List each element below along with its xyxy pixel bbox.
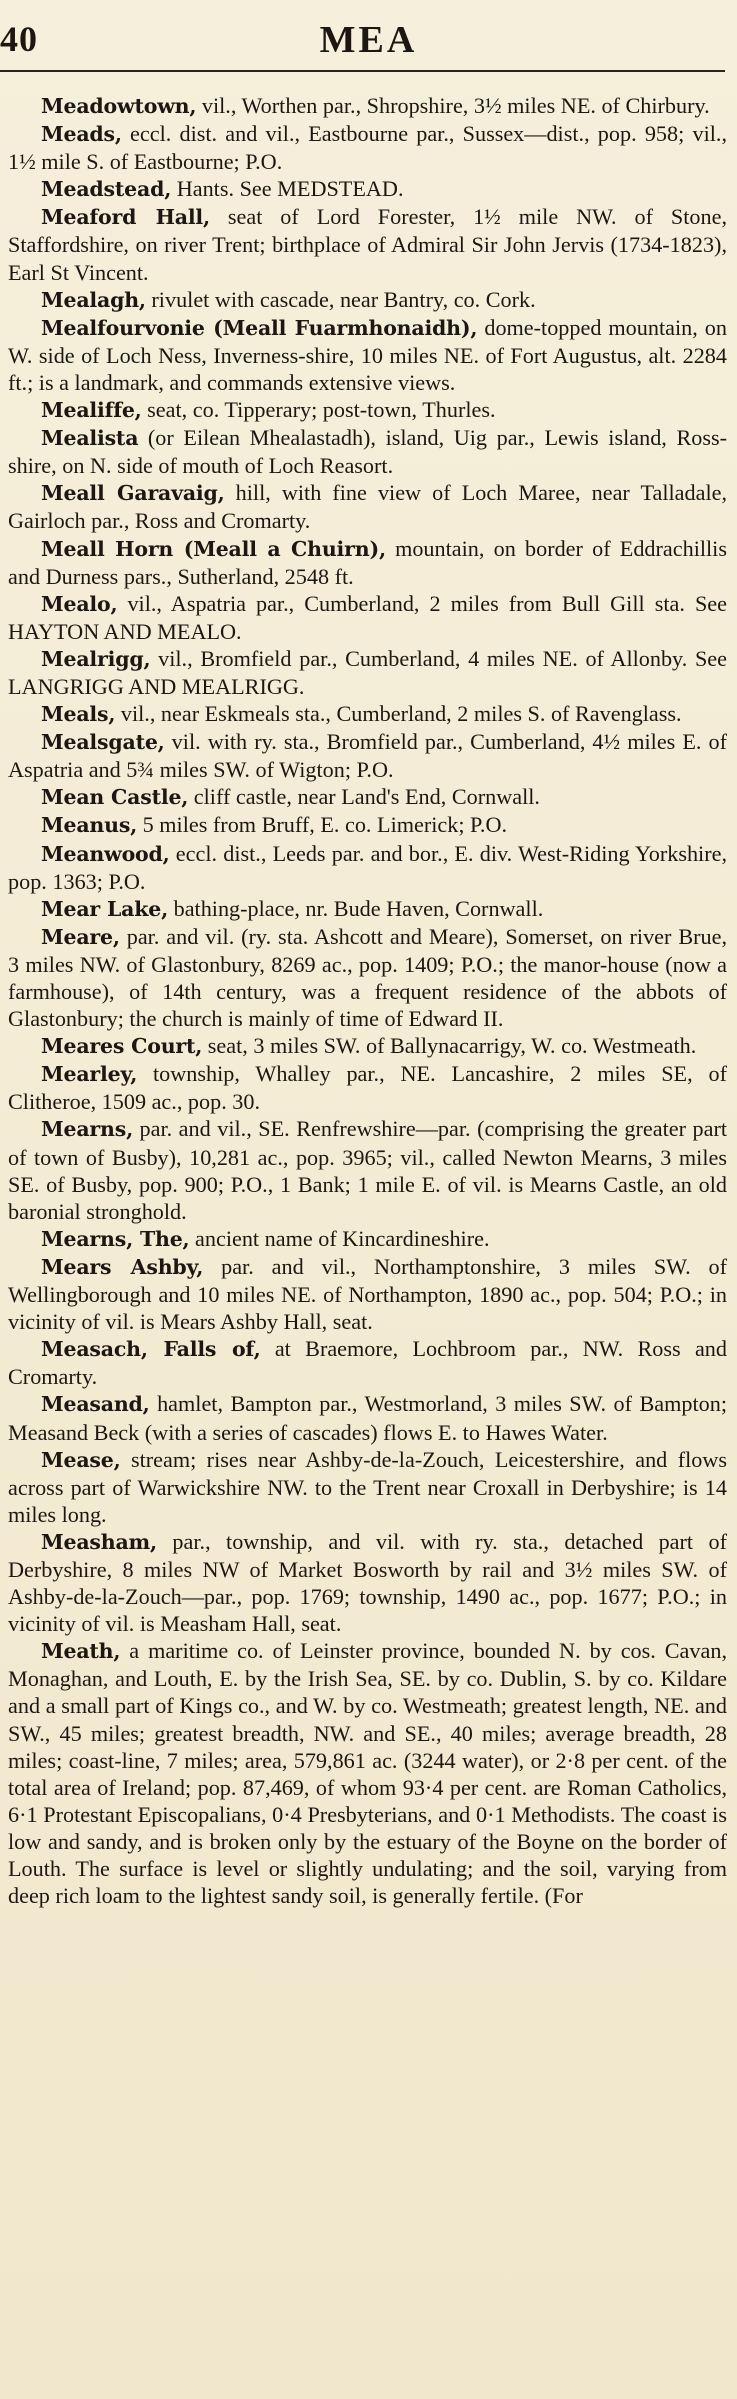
gazetteer-entry: [8, 1115, 727, 1224]
header-rule: [0, 70, 725, 72]
entry-headword: Meanwood,: [41, 841, 170, 866]
entry-headword: Mears Ashby,: [41, 1254, 204, 1279]
entry-headword: Mear Lake,: [41, 896, 169, 921]
entry-text: seat, 3 miles SW. of Ballynacarrigy, W. co. Westmeath.: [202, 1033, 697, 1059]
gazetteer-entry: [8, 645, 727, 700]
page-number: 40: [0, 19, 38, 59]
entry-text: Hants. See MEDSTEAD.: [171, 176, 404, 202]
entry-headword: Mealsgate,: [41, 730, 165, 755]
gazetteer-entry: [8, 783, 727, 811]
entry-text: seat of Lord Forester, 1½ mile NW. of Stone, Staffordshire, on river Trent; birthplace of Admiral Sir John Jervis (1734-1823), Earl St Vincent.: [8, 204, 727, 285]
entry-headword: Meall Garavaig,: [41, 481, 225, 506]
entry-headword: Measand,: [41, 1392, 150, 1417]
entry-headword: Meads,: [41, 122, 122, 147]
entry-headword: Meadstead,: [41, 177, 172, 202]
gazetteer-entry: [8, 840, 727, 895]
gazetteer-entry: [8, 895, 727, 923]
entry-text: 5 miles from Bruff, E. co. Limerick; P.O.: [137, 812, 508, 838]
gazetteer-entry: [8, 424, 727, 479]
gazetteer-entry: [8, 1446, 727, 1528]
entry-text: dome-topped mountain, on W. side of Loch Ness, Inverness-shire, 10 miles NE. of Fort Augustus, alt. 2284 ft.; is a landmark, and commands extensive views.: [8, 314, 727, 395]
gazetteer-entry: [8, 700, 727, 728]
entry-headword: Mearns,: [41, 1117, 134, 1142]
running-head: MEA: [319, 19, 418, 61]
entry-text: (or Eilean Mhealastadh), island, Uig par., Lewis island, Ross-shire, on N. side of mouth of Loch Reasort.: [8, 425, 727, 479]
gazetteer-entry: [8, 811, 727, 839]
entry-text: eccl. dist. and vil., Eastbourne par., Sussex—dist., pop. 958; vil., 1½ mile S. of Eastbourne; P.O.: [8, 121, 727, 175]
entry-headword: Meall Horn (Meall a Chuirn),: [41, 536, 386, 561]
entry-text: vil., near Eskmeals sta., Cumberland, 2 miles S. of Ravenglass.: [115, 701, 682, 727]
gazetteer-entries: [8, 92, 727, 1909]
entry-text: a maritime co. of Leinster province, bounded N. by cos. Cavan, Monaghan, and Louth, E. by the Irish Sea, SE. by co. Dublin, S. by co. Kildare and a small part of Kings co., and W. by co. Westmeath; greatest length, NE. and SW., 45 miles; greatest breadth, NW. and SE., 40 miles; average breadth, 28 miles; coast-line, 7 miles; area, 579,861 ac. (3244 water), or 2·8 per cent. of the total area of Ireland; pop. 87,469, of whom 93·4 per cent. are Roman Catholics, 6·1 Protestant Episcopalians, 0·4 Presbyterians, and 0·1 Methodists. The coast is low and sandy, and is broken only by the estuary of the Boyne on the border of Louth. The surface is level or slightly undulating; and the soil, varying from deep rich loam to the lightest sandy soil, is generally fertile. (For: [8, 1638, 727, 1909]
entry-text: township, Whalley par., NE. Lancashire, 2 miles SE, of Clitheroe, 1509 ac., pop. 30.: [8, 1061, 727, 1115]
entry-headword: Mealfourvonie (Meall Fuarmhonaidh),: [41, 315, 478, 340]
entry-headword: Meadowtown,: [41, 94, 197, 118]
entry-text: eccl. dist., Leeds par. and bor., E. div. West-Riding Yorkshire, pop. 1363; P.O.: [8, 840, 727, 894]
gazetteer-entry: [8, 286, 727, 314]
entry-text: par. and vil., Northamptonshire, 3 miles SW. of Wellingborough and 10 miles NE. of Northampton, 1890 ac., pop. 504; P.O.; in vicinity of vil. is Mears Ashby Hall, seat.: [8, 1253, 727, 1335]
gazetteer-entry: [8, 1335, 727, 1390]
gazetteer-entry: [8, 1225, 727, 1253]
entry-text: bathing-place, nr. Bude Haven, Cornwall.: [168, 895, 544, 921]
entry-headword: Mealagh,: [41, 287, 146, 312]
gazetteer-entry: [8, 1528, 727, 1637]
entry-headword: Measham,: [41, 1529, 157, 1554]
entry-text: cliff castle, near Land's End, Cornwall.: [188, 784, 540, 810]
entry-text: vil., Aspatria par., Cumberland, 2 miles from Bull Gill sta. See HAYTON AND MEALO.: [8, 590, 727, 644]
page-header: [0, 0, 737, 72]
entry-headword: Mealrigg,: [41, 646, 151, 671]
gazetteer-entry: [8, 175, 727, 203]
entry-text: seat, co. Tipperary; post-town, Thurles.: [141, 397, 496, 423]
entry-headword: Mease,: [41, 1447, 121, 1472]
entry-text: par. and vil., SE. Renfrewshire—par. (comprising the greater part of town of Busby), 10,281 ac., pop. 3965; vil., called Newton Mearns, 3 miles SE. of Busby, pop. 900; P.O., 1 Bank; 1 mile E. of vil. is Mearns Castle, an old baronial stronghold.: [8, 1116, 727, 1224]
entry-headword: Mean Castle,: [41, 785, 189, 810]
entry-text: vil. with ry. sta., Bromfield par., Cumberland, 4½ miles E. of Aspatria and 5¾ miles SW. of Wigton; P.O.: [8, 729, 727, 783]
gazetteer-entry: [8, 203, 727, 285]
entry-headword: Meanus,: [41, 813, 138, 838]
entry-text: stream; rises near Ashby-de-la-Zouch, Leicestershire, and flows across part of Warwickshire NW. to the Trent near Croxall in Derbyshire; is 14 miles long.: [8, 1446, 727, 1527]
entry-headword: Meare,: [41, 924, 120, 949]
entry-headword: Meath,: [41, 1639, 121, 1664]
entry-headword: Meals,: [41, 702, 116, 727]
gazetteer-entry: [8, 479, 727, 534]
gazetteer-entry: [8, 535, 727, 590]
gazetteer-entry: [8, 1032, 727, 1060]
entry-headword: Mealista: [41, 426, 139, 451]
gazetteer-entry: [8, 923, 727, 1032]
gazetteer-entry: [8, 728, 727, 783]
entry-headword: Mealo,: [41, 591, 118, 616]
entry-text: mountain, on border of Eddrachillis and Durness pars., Sutherland, 2548 ft.: [8, 535, 727, 589]
gazetteer-entry: [8, 314, 727, 396]
entry-text: vil., Worthen par., Shropshire, 3½ miles NE. of Chirbury.: [196, 93, 710, 118]
gazetteer-entry: [8, 1060, 727, 1115]
entry-headword: Mealiffe,: [41, 398, 142, 423]
entry-text: par., township, and vil. with ry. sta., detached part of Derbyshire, 8 miles NW of Market Bosworth by rail and 3½ miles SW. of Ashby-de-la-Zouch—par., pop. 1769; township, 1490 ac., pop. 1677; P.O.; in vicinity of vil. is Measham Hall, seat.: [8, 1528, 727, 1637]
entry-text: ancient name of Kincardineshire.: [189, 1225, 490, 1251]
entry-headword: Meares Court,: [41, 1034, 203, 1059]
entry-text: hamlet, Bampton par., Westmorland, 3 miles SW. of Bampton; Measand Beck (with a series of cascades) flows E. to Hawes Water.: [8, 1391, 727, 1445]
gazetteer-entry: [8, 1390, 727, 1445]
gazetteer-entry: [8, 1253, 727, 1335]
entry-headword: Measach, Falls of,: [41, 1337, 261, 1362]
entry-text: rivulet with cascade, near Bantry, co. Cork.: [145, 286, 536, 312]
entry-text: vil., Bromfield par., Cumberland, 4 miles NE. of Allonby. See LANGRIGG AND MEALRIGG.: [8, 645, 727, 699]
gazetteer-entry: [8, 120, 727, 175]
entry-headword: Mearley,: [41, 1062, 138, 1087]
entry-headword: Mearns, The,: [41, 1226, 190, 1251]
gazetteer-entry: [8, 1637, 727, 1909]
gazetteer-entry: [8, 590, 727, 645]
entry-text: at Braemore, Lochbroom par., NW. Ross and Cromarty.: [8, 1336, 727, 1390]
entry-text: hill, with fine view of Loch Maree, near Talladale, Gairloch par., Ross and Cromarty.: [8, 480, 727, 534]
gazetteer-entry: [8, 396, 727, 424]
gazetteer-entry: [8, 92, 727, 120]
entry-text: par. and vil. (ry. sta. Ashcott and Meare), Somerset, on river Brue, 3 miles NW. of Glastonbury, 8269 ac., pop. 1409; P.O.; the manor-house (now a farmhouse), of 14th century, was a frequent residence of the abbots of Glastonbury; the church is mainly of time of Edward II.: [8, 923, 727, 1032]
entry-headword: Meaford Hall,: [41, 205, 210, 230]
